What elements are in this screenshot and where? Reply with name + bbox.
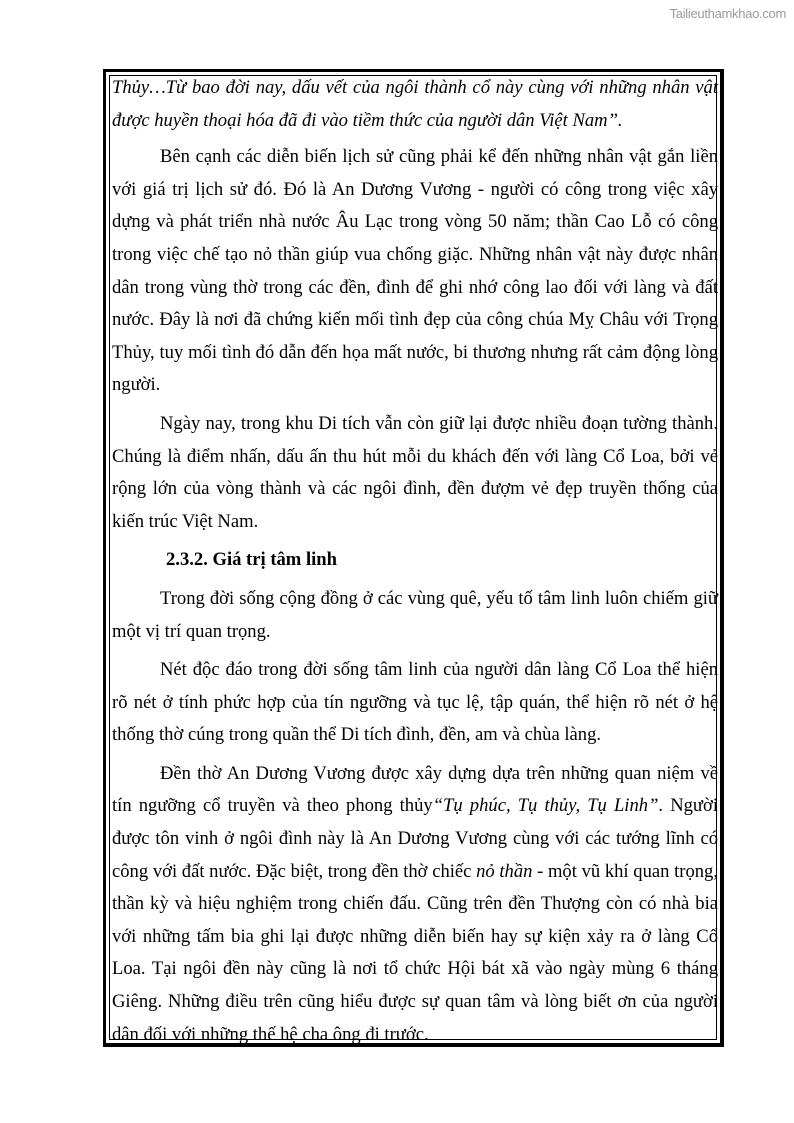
section-heading: 2.3.2. Giá trị tâm linh [166,549,337,571]
document-body [112,72,718,1057]
temple-text-a: Đền thờ An Dương Vương được xây dựng dựa trên những quan niệm về tín ngưỡng cổ truyền và theo phong thủy [112,762,718,817]
crossbow-term: nỏ thần [476,860,533,882]
watermark: Tailieuthamkhao.com [669,6,786,21]
temple-text-c: . Người được tôn vinh ở ngôi đình này là An Dương Vương cùng với các tướng lĩnh có công với đất nước. Đặc biệt, trong đền thờ chiếc [112,795,718,882]
paragraph-spiritual-intro: Trong đời sống cộng đồng ở các vùng quê, yếu tố tâm linh luôn chiếm giữ một vị trí quan trọng. [112,587,718,642]
paragraph-historical-figures: Bên cạnh các diễn biến lịch sử cũng phải kể đến những nhân vật gắn liền với giá trị lịch sử đó. Đó là An Dương Vương - người có công trong việc xây dựng và phát triển nhà nước Âu Lạc trong vòng 50 năm; thần Cao Lỗ có công trong việc chế tạo nỏ thần giúp vua chống giặc. Những nhân vật này được nhân dân trong vùng thờ trong các đền, đình để ghi nhớ công lao đối với làng và đất nước. Đây là nơi đã chứng kiến mối tình đẹp của công chúa Mỵ Châu với Trọng Thủy, tuy mối tình đó dẫn đến họa mất nước, bi thương nhưng rất cảm động lòng người. [112,146,718,396]
paragraph-spiritual-life: Nét độc đáo trong đời sống tâm linh của người dân làng Cổ Loa thể hiện rõ nét ở tính phức hợp của tín ngưỡng và tục lệ, tập quán, thể hiện rõ nét ở hệ thống thờ cúng trong quần thể Di tích đình, đền, am và chùa làng. [112,659,718,746]
temple-text-e: - một vũ khí quan trọng, thần kỳ và hiệu nghiệm trong chiến đấu. Cũng trên đền Thượng còn có nhà bia với những tấm bia ghi lại được những diễn biến hay sự kiện xảy ra ở làng Cổ Loa. Tại ngôi đền này cũng là nơi tổ chức Hội bát xã vào ngày mùng 6 tháng Giêng. Những điều trên cũng hiểu được sự quan tâm và lòng biết ơn của người dân đối với những thế hệ cha ông đi trước. [112,860,718,1045]
quote-paragraph: Thủy…Từ bao đời nay, dấu vết của ngôi thành cổ này cùng với những nhân vật được huyền thoại hóa đã đi vào tiềm thức của người dân Việt Nam”. [112,77,718,131]
paragraph-citadel-walls: Ngày nay, trong khu Di tích vẫn còn giữ lại được nhiều đoạn tường thành. Chúng là điểm nhấn, dấu ấn thu hút mỗi du khách đến với làng Cổ Loa, bởi vẻ rộng lớn của vòng thành và các ngôi đình, đền đượm vẻ đẹp truyền thống của kiến trúc Việt Nam. [112,412,718,532]
feng-shui-quote: “Tụ phúc, Tụ thủy, Tụ Linh” [432,795,659,817]
paragraph-temple [112,758,718,1051]
